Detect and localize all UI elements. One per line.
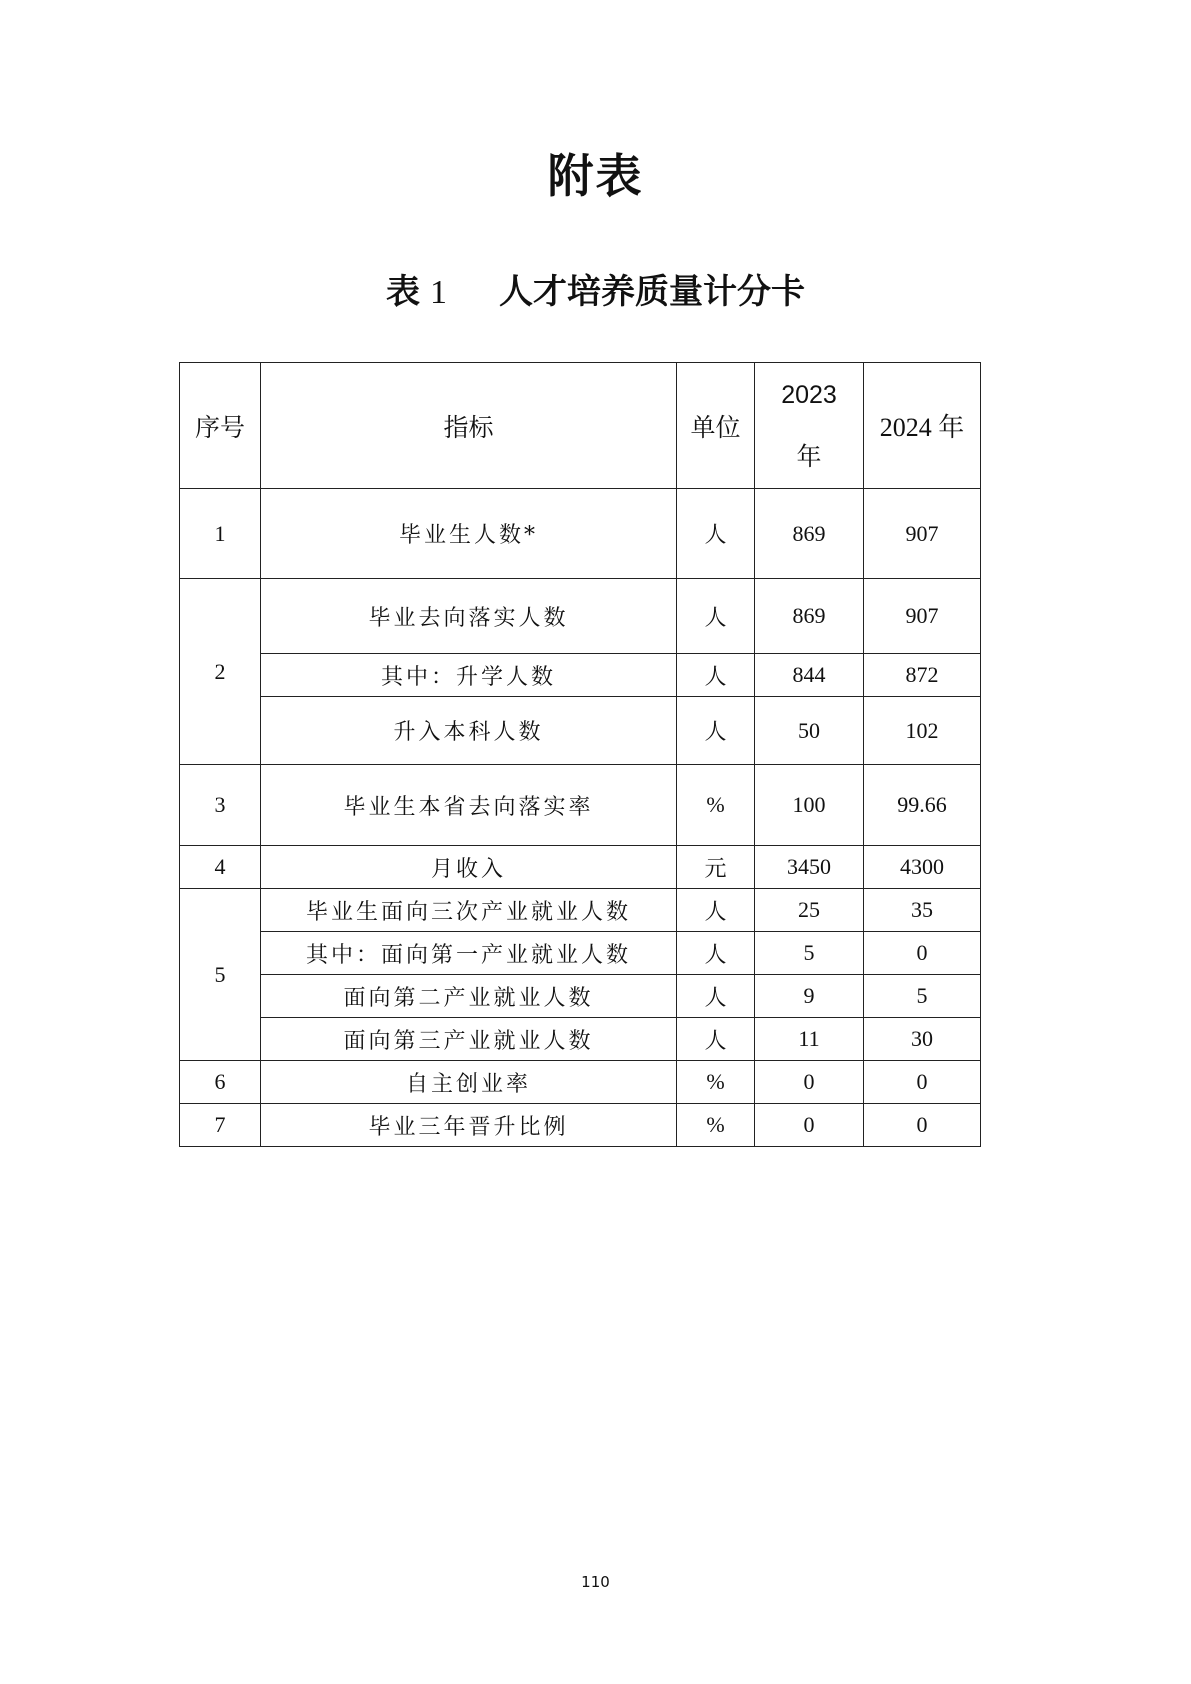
table-row — [180, 765, 981, 846]
cell-indicator: 面向第三产业就业人数 — [261, 1018, 677, 1061]
cell-indicator: 毕业生人数* — [261, 489, 677, 579]
table-row — [180, 654, 981, 697]
cell-seq: 1 — [180, 489, 261, 579]
cell-2023: 869 — [755, 489, 864, 579]
table-title-number: 1 — [430, 274, 447, 311]
cell-2023: 0 — [755, 1104, 864, 1147]
table-row — [180, 932, 981, 975]
cell-2023: 50 — [755, 697, 864, 765]
cell-seq: 3 — [180, 765, 261, 846]
cell-2023: 9 — [755, 975, 864, 1018]
table-title-name: 人才培养质量计分卡 — [499, 272, 805, 312]
cell-unit: 人 — [677, 697, 755, 765]
cell-unit: 人 — [677, 489, 755, 579]
cell-2024: 0 — [864, 1061, 981, 1104]
header-year-2023 — [755, 363, 864, 489]
cell-unit: % — [677, 1061, 755, 1104]
cell-2024: 5 — [864, 975, 981, 1018]
cell-indicator: 其中：升学人数 — [261, 654, 677, 697]
cell-2023: 844 — [755, 654, 864, 697]
cell-2023: 11 — [755, 1018, 864, 1061]
header-unit: 单位 — [677, 363, 755, 489]
header-indicator: 指标 — [261, 363, 677, 489]
table-row — [180, 846, 981, 889]
cell-2024: 102 — [864, 697, 981, 765]
header-year-2023-suffix: 年 — [796, 442, 822, 471]
cell-unit: % — [677, 1104, 755, 1147]
cell-indicator: 面向第二产业就业人数 — [261, 975, 677, 1018]
cell-2023: 869 — [755, 579, 864, 654]
cell-seq: 4 — [180, 846, 261, 889]
cell-unit: 人 — [677, 932, 755, 975]
cell-2024: 0 — [864, 932, 981, 975]
cell-seq: 6 — [180, 1061, 261, 1104]
table-row — [180, 697, 981, 765]
cell-2024: 30 — [864, 1018, 981, 1061]
cell-2024: 872 — [864, 654, 981, 697]
cell-unit: 人 — [677, 889, 755, 932]
cell-indicator: 升入本科人数 — [261, 697, 677, 765]
table-title-label: 表 — [386, 272, 420, 312]
cell-unit: 元 — [677, 846, 755, 889]
talent-quality-scorecard-table — [179, 362, 981, 1147]
cell-indicator: 其中：面向第一产业就业人数 — [261, 932, 677, 975]
table-row — [180, 1018, 981, 1061]
cell-2024: 907 — [864, 579, 981, 654]
cell-2024: 4300 — [864, 846, 981, 889]
cell-2023: 25 — [755, 889, 864, 932]
cell-unit: 人 — [677, 654, 755, 697]
table-row — [180, 889, 981, 932]
header-seq: 序号 — [180, 363, 261, 489]
table-row — [180, 579, 981, 654]
table-row — [180, 489, 981, 579]
cell-2024: 0 — [864, 1104, 981, 1147]
table-row — [180, 1061, 981, 1104]
table-header-row — [180, 363, 981, 489]
table-title — [0, 270, 1191, 315]
cell-indicator: 月收入 — [261, 846, 677, 889]
cell-seq: 2 — [180, 579, 261, 765]
cell-unit: % — [677, 765, 755, 846]
cell-2023: 5 — [755, 932, 864, 975]
page-title: 附表 — [547, 149, 644, 203]
cell-2023: 0 — [755, 1061, 864, 1104]
cell-unit: 人 — [677, 1018, 755, 1061]
cell-indicator: 毕业三年晋升比例 — [261, 1104, 677, 1147]
cell-2024: 907 — [864, 489, 981, 579]
table-row — [180, 1104, 981, 1147]
cell-2024: 35 — [864, 889, 981, 932]
cell-indicator: 毕业去向落实人数 — [261, 579, 677, 654]
page-number: 110 — [581, 1573, 610, 1591]
table-row — [180, 975, 981, 1018]
cell-unit: 人 — [677, 579, 755, 654]
header-year-2024: 2024 年 — [864, 363, 981, 489]
cell-2024: 99.66 — [864, 765, 981, 846]
cell-seq: 5 — [180, 889, 261, 1061]
cell-indicator: 毕业生本省去向落实率 — [261, 765, 677, 846]
cell-2023: 3450 — [755, 846, 864, 889]
cell-unit: 人 — [677, 975, 755, 1018]
cell-indicator: 毕业生面向三次产业就业人数 — [261, 889, 677, 932]
cell-2023: 100 — [755, 765, 864, 846]
cell-seq: 7 — [180, 1104, 261, 1147]
header-year-2023-number: 2023 — [781, 380, 837, 409]
cell-indicator: 自主创业率 — [261, 1061, 677, 1104]
